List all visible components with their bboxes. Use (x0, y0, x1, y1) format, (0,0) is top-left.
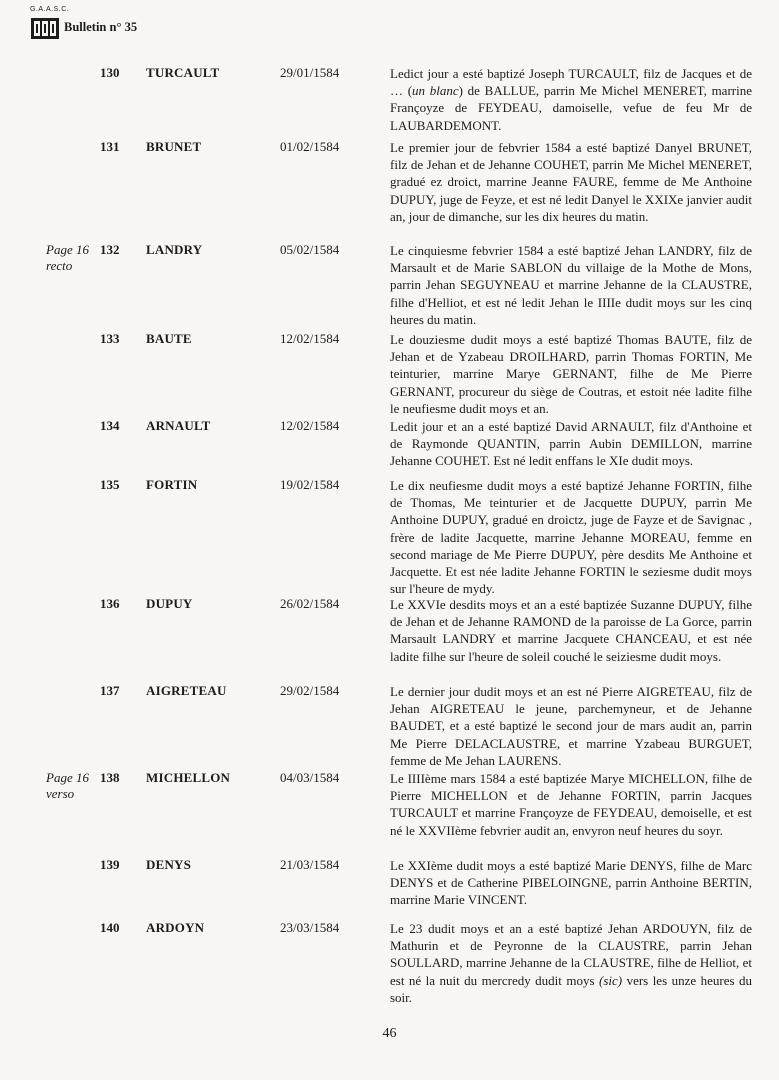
entry-text (390, 920, 752, 1006)
entry-date: 12/02/1584 (280, 331, 340, 346)
society-logo-icon (30, 16, 60, 40)
entry-date: 05/02/1584 (280, 242, 340, 257)
editorial-note: un blanc (412, 83, 459, 99)
entry-text (390, 139, 752, 225)
text-segment: Le IIIIème mars 1584 a esté baptizée Marye MICHELLON, filhe de Pierre MICHELLON et de Jehanne FORTIN, parrin Jacques TURCAULT et marrine Françoyze de FEYDEAU, demoiselle, et est né le XXVIIème febvrier audit an, envyron neuf heures du soyr. (390, 771, 752, 838)
page-number: 46 (382, 1026, 397, 1041)
entry-text (390, 477, 752, 597)
entry-number: 131 (100, 139, 120, 154)
entry-text (390, 242, 752, 328)
entry-text (390, 418, 752, 470)
text-segment: Ledit jour et an a esté baptizé David ARNAULT, filz d'Anthoine et de Raymonde QUANTIN, parrin Aubin DEMILLON, marrine Jehanne COUHET. Est né ledit enffans le XIe dudit moys. (390, 419, 752, 469)
entry-surname: DUPUY (146, 596, 193, 611)
entry-text (390, 65, 752, 134)
entry-text (390, 857, 752, 909)
text-segment: Le 23 dudit moys et an a esté baptizé Jehan ARDOUYN, filz de Mathurin et de Peyronne de la CLAUSTRE, parrin Jehan SOULLARD, marrine Jehanne de la CLAUSTRE, filhe de Helliot, et est né la nuit du mercredy dudit moys (390, 921, 752, 988)
page-reference: Page 16 verso (46, 770, 89, 801)
entry-date: 29/02/1584 (280, 683, 340, 698)
text-segment: Le premier jour de febvrier 1584 a esté baptizé Danyel BRUNET, filz de Jehan et de Jehanne COUHET, parrin Me Michel MENERET, gradué ez droict, marrine Jeanne FAURE, femme de Me Anthoine DUPUY, juge de Feyze, et est né ledit Danyel le XXIXe janvier audit an, jour de dimanche, sur les dix heures du matin. (390, 140, 752, 224)
entry-date: 12/02/1584 (280, 418, 340, 433)
entry-date: 26/02/1584 (280, 596, 340, 611)
entry-text (390, 596, 752, 665)
entry-date: 23/03/1584 (280, 920, 340, 935)
text-segment: Le douziesme dudit moys a esté baptizé Thomas BAUTE, filz de Jehan et de Yzabeau DROILHARD, parrin Thomas FORTIN, Me teinturier, marrine Marye GERNANT, filhe de Me Pierre GERNANT, procureur du siège de Coutras, et estoit née ladite filhe le neufiesme dudit moys et an. (390, 332, 752, 416)
editorial-note: (sic) (599, 972, 623, 988)
page-reference: Page 16 recto (46, 242, 89, 273)
entry-surname: FORTIN (146, 477, 198, 492)
bulletin-header (30, 6, 190, 40)
text-segment: Le XXIème dudit moys a esté baptizé Marie DENYS, filhe de Marc DENYS et de Catherine PIBELOINGNE, parrin Anthoine BERTIN, marrine Marie VINCENT. (390, 858, 752, 908)
entry-number: 130 (100, 65, 120, 80)
entry-number: 133 (100, 331, 120, 346)
entry-surname: TURCAULT (146, 65, 220, 80)
entry-number: 136 (100, 596, 120, 611)
entry-text (390, 770, 752, 839)
text-segment: Le XXVIe desdits moys et an a esté baptizée Suzanne DUPUY, filhe de Jehan et de Jehanne RAMOND de la paroisse de La Gorce, parrin Marsault LANDRY et marrine Jacquete CHANCEAU, et est née ladite filhe sur l'heure de soleil couché le seiziesme dudit moys. (390, 597, 752, 664)
entry-date: 19/02/1584 (280, 477, 340, 492)
text-segment: Ledict jour a esté baptizé Joseph TURCAULT, filz de Jacques et de … ( (390, 66, 752, 99)
entry-date: 01/02/1584 (280, 139, 340, 154)
entry-surname: DENYS (146, 857, 192, 872)
entry-text (390, 683, 752, 769)
entry-number: 138 (100, 770, 120, 785)
entry-number: 137 (100, 683, 120, 698)
entry-surname: AIGRETEAU (146, 683, 227, 698)
entry-number: 139 (100, 857, 120, 872)
entry-surname: LANDRY (146, 242, 203, 257)
text-segment: Le dix neufiesme dudit moys a esté baptizé Jehanne FORTIN, filhe de Thomas, Me teinturier et de Jacquette DUPUY, parrin Me Anthoine DUPUY, gradué en droictz, juge de Fayze et de Savignac , frère de ladite Jacquette, marrine Jehanne MOREAU, femme en second mariage de Me Pierre DUPUY, père desdits Me Anthoine et Jacquette. Et est née ladite Jehanne FORTIN le seziesme dudit moys sur l'heure de mydy. (390, 478, 752, 597)
entry-surname: MICHELLON (146, 770, 231, 785)
entry-date: 04/03/1584 (280, 770, 340, 785)
entry-date: 21/03/1584 (280, 857, 340, 872)
entry-number: 134 (100, 418, 120, 433)
entry-text (390, 331, 752, 417)
entry-number: 140 (100, 920, 120, 935)
text-segment: Le dernier jour dudit moys et an est né Pierre AIGRETEAU, filz de Jehan AIGRETEAU le jeune, parchemyneur, et de Jehanne BAUDET, et a esté baptizé le second jour de mars audit an, parrin Me Pierre DELACLAUSTRE, et marrine Yzabeau BURGUET, femme de Me Jehan LAURENS. (390, 684, 752, 768)
text-segment: vers les unze heures du soir. (390, 972, 752, 1005)
text-segment: Le cinquiesme febvrier 1584 a esté baptizé Jehan LANDRY, filz de Marsault et de Marie SABLON du villaige de la Mothe de Mons, parrin Jehan SEGUYNEAU et marrine Jehanne de la CLAUSTRE, filhe d'Helliot, et est né ledit Jehan le IIIIe dudit moys sur les cinq heures du matin. (390, 243, 752, 327)
entry-surname: ARDOYN (146, 920, 205, 935)
bulletin-title: Bulletin n° 35 (64, 20, 138, 34)
entry-surname: BRUNET (146, 139, 202, 154)
entry-number: 135 (100, 477, 120, 492)
text-segment: ) de BALLUE, parrin Me Michel MENERET, marrine Françoyze de FEYDEAU, damoiselle, vefue de feu Mr de LAUBARDEMONT. (390, 83, 752, 133)
entry-number: 132 (100, 242, 120, 257)
logo-caption: G.A.A.S.C. (30, 6, 70, 13)
entry-surname: BAUTE (146, 331, 192, 346)
entry-surname: ARNAULT (146, 418, 211, 433)
entry-date: 29/01/1584 (280, 65, 340, 80)
